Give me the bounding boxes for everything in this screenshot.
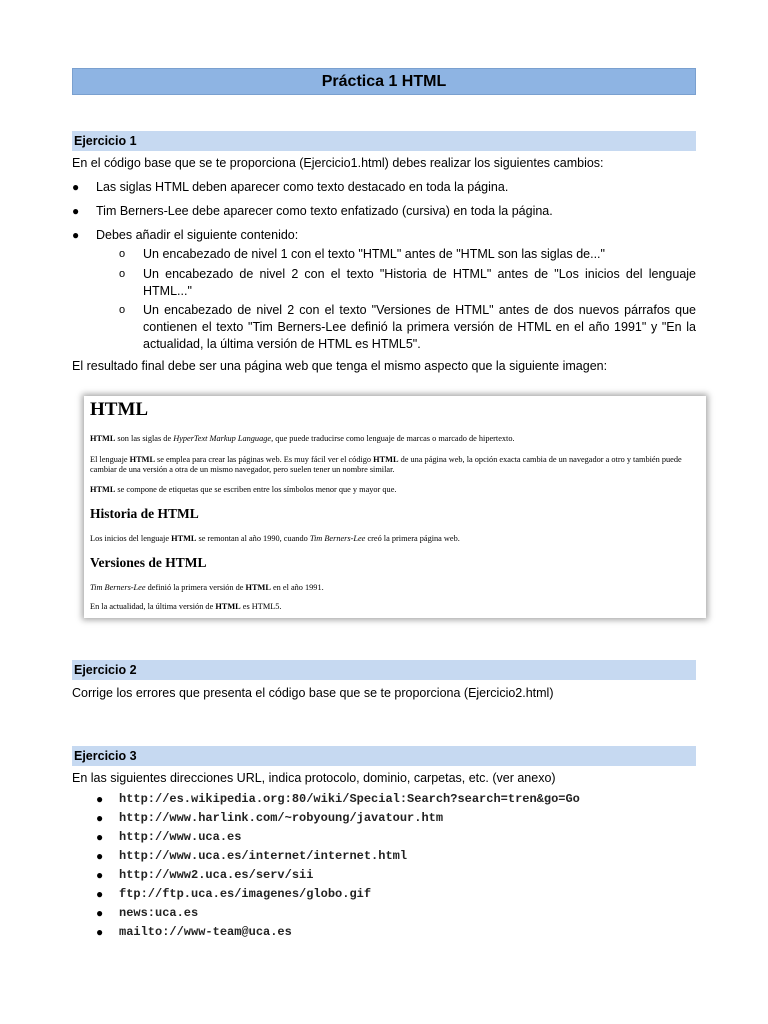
sub-item: Un encabezado de nivel 1 con el texto "HTML" antes de "HTML son las siglas de..." (143, 247, 605, 261)
url-item: http://www.uca.es (119, 830, 242, 844)
bullet-icon: ● (96, 849, 104, 863)
circle-bullet-icon: o (119, 268, 126, 280)
example-paragraph-6: En la actualidad, la última versión de HTML es HTML5. (90, 602, 282, 611)
exercise-1-result: El resultado final debe ser una página web que tenga el mismo aspecto que la siguiente imagen: (72, 359, 608, 373)
example-h2-history: Historia de HTML (90, 506, 199, 521)
exercise-3-heading: Ejercicio 3 (72, 746, 696, 766)
sub-item: Un encabezado de nivel 2 con el texto "Historia de HTML" antes de "Los inicios del lenguaje HTML..." (143, 267, 696, 298)
example-h1: HTML (90, 399, 149, 420)
bullet-icon: ● (96, 887, 104, 901)
bullet-icon: ● (96, 925, 104, 939)
example-paragraph-4: Los inicios del lenguaje HTML se remontan al año 1990, cuando Tim Berners-Lee creó la primera página web. (90, 534, 460, 543)
example-screenshot (84, 396, 706, 618)
bullet-item: Las siglas HTML deben aparecer como texto destacado en toda la página. (96, 180, 509, 194)
example-h2-versions: Versiones de HTML (90, 555, 207, 570)
bullet-icon: ● (72, 204, 80, 218)
bullet-icon: ● (96, 792, 104, 806)
example-paragraph-3: HTML se compone de etiquetas que se escriben entre los símbolos menor que y mayor que. (90, 485, 397, 494)
url-item: http://www.harlink.com/~robyoung/javatour.htm (119, 811, 444, 825)
url-item: ftp://ftp.uca.es/imagenes/globo.gif (119, 887, 372, 901)
exercise-2-text: Corrige los errores que presenta el código base que se te proporciona (Ejercicio2.html) (72, 686, 554, 700)
exercise-1-heading: Ejercicio 1 (72, 131, 696, 151)
bullet-icon: ● (72, 180, 80, 194)
sub-item: Un encabezado de nivel 2 con el texto "Versiones de HTML" antes de dos nuevos párrafos que contienen el texto "Tim Berners-Lee definió la primera versión de HTML en el año 1991" y "En la actualidad, la última versión de HTML es HTML5". (143, 303, 696, 351)
url-item: news:uca.es (119, 906, 199, 920)
bullet-item: Debes añadir el siguiente contenido: (96, 228, 299, 242)
circle-bullet-icon: o (119, 304, 126, 316)
url-item: http://www.uca.es/internet/internet.html (119, 849, 408, 863)
url-item: http://www2.uca.es/serv/sii (119, 868, 314, 882)
bullet-icon: ● (96, 811, 104, 825)
bullet-icon: ● (96, 830, 104, 844)
url-item: mailto://www-team@uca.es (119, 925, 292, 939)
example-paragraph-2: El lenguaje HTML se emplea para crear las páginas web. Es muy fácil ver el código HTML de una página web, la opción exacta cambia de un navegador a otro y también puede cambiar de una versión a otra de un mismo navegador, pero suelen tener un nombre similar. (90, 455, 682, 474)
bullet-icon: ● (72, 228, 80, 242)
example-paragraph-1: HTML son las siglas de HyperText Markup Language, que puede traducirse como lenguaje de marcas o marcado de hipertexto. (90, 434, 515, 443)
example-paragraph-5: Tim Berners-Lee definió la primera versión de HTML en el año 1991. (90, 583, 324, 592)
bullet-item: Tim Berners-Lee debe aparecer como texto enfatizado (cursiva) en toda la página. (96, 204, 553, 218)
bullet-icon: ● (96, 868, 104, 882)
exercise-1-intro: En el código base que se te proporciona (Ejercicio1.html) debes realizar los siguientes cambios: (72, 156, 604, 170)
exercise-2-heading: Ejercicio 2 (72, 660, 696, 680)
exercise-3-intro: En las siguientes direcciones URL, indica protocolo, dominio, carpetas, etc. (ver anexo) (72, 771, 556, 785)
circle-bullet-icon: o (119, 248, 126, 260)
bullet-icon: ● (96, 906, 104, 920)
page-title: Práctica 1 HTML (72, 68, 696, 95)
url-item: http://es.wikipedia.org:80/wiki/Special:Search?search=tren&go=Go (119, 792, 580, 806)
